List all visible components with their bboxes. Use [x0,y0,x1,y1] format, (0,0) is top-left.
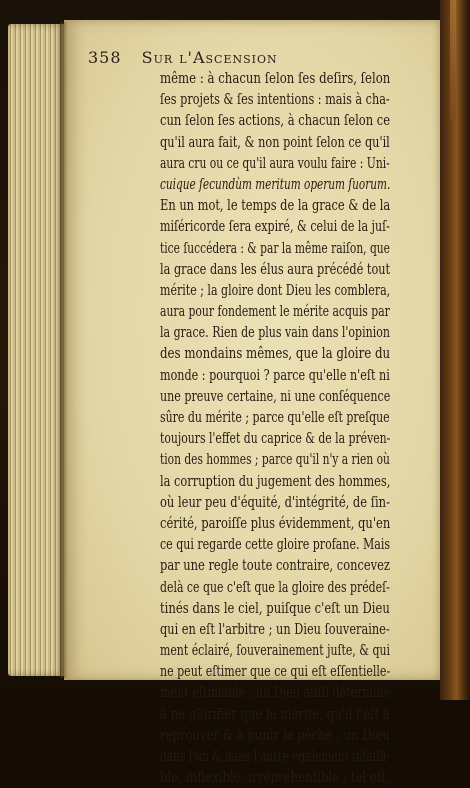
text-line: En un mot, le temps de la grace & de la [160,196,391,215]
page-stack-edge [8,24,66,676]
text-line: cun ſelon ſes actions, à chacun ſelon ce [160,111,391,130]
text-line: aura cru ou ce qu'il aura voulu faire : Uni- [160,153,390,172]
text-line: sûre du mérite ; parce qu'elle eſt preſque [160,408,390,426]
text-line: delà ce que c'eſt que la gloire des prédeſ- [160,577,390,596]
text-line: par une regle toute contraire, concevez [160,556,390,575]
text-line: tice ſuccédera : & par la même raiſon, que [160,238,390,257]
text-line: qu'il aura fait, & non point ſelon ce qu'il [160,132,390,151]
text-line: la grace. Rien de plus vain dans l'opinion [160,323,390,342]
text-line: qui en eſt l'arbitre ; un Dieu ſouveraine- [160,619,390,638]
text-line: mérite ; la gloire dont Dieu les comblera, [160,280,391,299]
text-line: ment éclairé, ſouverainement juſte, & qui [160,641,391,660]
text-line: ment eſtimable ; un Dieu auſſi déterminé [160,683,391,702]
text-line: monde : pourquoi ? parce qu'elle n'eſt ni [160,365,390,384]
text-line: cérité, paroiſſe plus évidemment, qu'en [160,513,391,532]
text-line: réprouver & à punir le péché ; un Dieu [160,725,390,744]
running-header [88,48,388,70]
text-line: ſes projets & ſes intentions : mais à cha- [160,90,390,109]
text-line: à ne glorifier que le mérite, qu'il l'eſt à [160,704,390,723]
gutter-shadow [60,22,68,678]
text-line: la corruption du jugement des hommes, [160,471,391,490]
running-title: Sur l'Ascension [141,48,278,67]
text-line: une preuve certaine, ni une conſéquence [160,386,391,405]
text-line: dans l'un & dans l'autre également infailli- [160,747,390,765]
text-line: ne peut eſtimer que ce qui eſt eſſentielle- [160,662,391,681]
text-line: ble, inflexible, irrépréhenſible ; tel eſt, [160,768,390,787]
text-line: aura pour fondement le mérite acquis par [160,302,390,321]
body-text [160,68,390,788]
page-number: 358 [88,48,122,67]
text-line: ce qui regarde cette gloire profane. Mais [160,535,391,554]
text-line: où leur peu d'équité, d'intégrité, de ſin- [160,492,390,511]
bookmark-ribbon [450,0,456,120]
text-line: toujours l'effet du caprice & de la préven- [160,429,391,448]
text-line: des mondains mêmes, que la gloire du [160,344,391,363]
text-line: miſéricorde ſera expiré, & celui de la juſ- [160,217,390,236]
text-line: la grace dans les élus aura précédé tout [160,259,391,278]
text-line: tinés dans le ciel, puiſque c'eſt un Dieu [160,598,390,617]
text-line: tion des hommes ; parce qu'il n'y a rien où [160,450,390,469]
latin-quotation: cuique ſecundùm meritum operum ſuorum. [160,174,391,193]
text-line: même : à chacun ſelon ſes deſirs, ſelon [160,69,391,87]
